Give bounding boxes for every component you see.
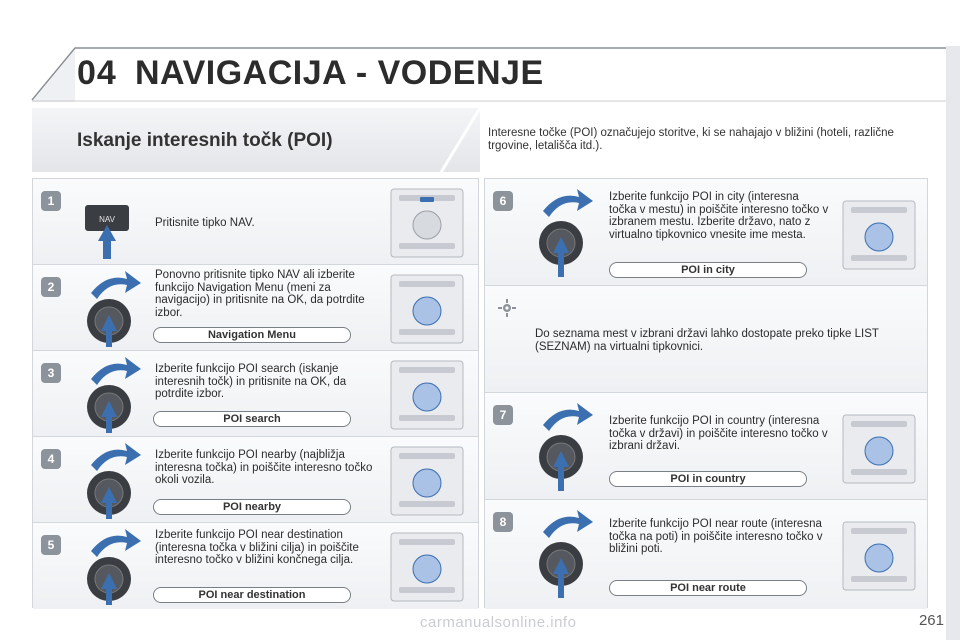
rotary-knob-icon (533, 401, 595, 493)
tip-text: Do seznama mest v izbrani državi lahko dostopate preko tipke LIST (SEZNAM) na virtualni tipkovnici. (535, 328, 879, 353)
page-edge-strip (946, 46, 960, 640)
step-2 (33, 265, 478, 351)
menu-label-pill: POI nearby (153, 499, 351, 515)
step-text: Izberite funkcijo POI in city (interesna točka v mestu) in poiščite interesno točko v izbranem mestu. Izberite državo, nato z virtualno tipkovnico vnesite ime mesta. (609, 191, 829, 241)
rotary-knob-icon (533, 508, 595, 600)
step-7 (485, 393, 927, 500)
step-text: Ponovno pritisnite tipko NAV ali izberite funkcijo Navigation Menu (meni za navigacijo) in pritisnite na OK, da potrdite izbor. (155, 269, 365, 319)
step-number-badge: 7 (493, 405, 513, 425)
radio-unit-icon (841, 413, 917, 485)
menu-label-pill: POI near route (609, 580, 807, 596)
step-text: Pritisnite tipko NAV. (155, 217, 255, 229)
rotary-knob-icon (533, 187, 595, 279)
chapter-number: 04 (77, 54, 117, 92)
step-number-badge: 2 (41, 277, 61, 297)
rotary-knob-icon (81, 441, 143, 521)
radio-unit-icon (841, 520, 917, 592)
step-4 (33, 437, 478, 523)
radio-unit-icon (389, 187, 465, 259)
step-1 (33, 179, 478, 265)
step-number-badge: 5 (41, 535, 61, 555)
section-bar-slant (440, 108, 490, 174)
tip-gear-icon (497, 298, 517, 318)
section-title: Iskanje interesnih točk (POI) (77, 130, 333, 151)
step-8 (485, 500, 927, 609)
step-text: Izberite funkcijo POI near route (interesna točka na poti) in poiščite interesno točko v bližini poti. (609, 518, 823, 555)
page-number: 261 (918, 612, 944, 629)
step-3 (33, 351, 478, 437)
step-number-badge: 4 (41, 449, 61, 469)
step-number-badge: 8 (493, 512, 513, 532)
rotary-knob-icon (81, 527, 143, 607)
intro-text: Interesne točke (POI) označujejo storitve, ki se nahajajo v bližini (hoteli, različne trgovine, letališča itd.). (488, 127, 894, 152)
radio-unit-icon (841, 199, 917, 271)
chapter-title: NAVIGACIJA - VODENJE (135, 54, 544, 92)
radio-unit-icon (389, 445, 465, 517)
rotary-knob-icon (81, 355, 143, 435)
tip-note (485, 286, 927, 393)
step-6 (485, 179, 927, 286)
step-text: Izberite funkcijo POI search (iskanje interesnih točk) in pritisnite na OK, da potrdite izbor. (155, 363, 347, 400)
radio-unit-icon (389, 273, 465, 345)
step-text: Izberite funkcijo POI nearby (najbližja interesna točka) in poiščite interesno točko okoli vozila. (155, 449, 373, 486)
menu-label-pill: POI in country (609, 471, 807, 487)
step-number-badge: 1 (41, 191, 61, 211)
step-5 (33, 523, 478, 609)
menu-label-pill: POI near destination (153, 587, 351, 603)
step-number-badge: 3 (41, 363, 61, 383)
rotary-knob-icon (81, 269, 143, 349)
chapter-header (0, 0, 960, 110)
step-text: Izberite funkcijo POI near destination (interesna točka v bližini cilja) in poiščite interesno točko v bližini končnega cilja. (155, 529, 359, 566)
radio-unit-icon (389, 531, 465, 603)
steps-right-column (484, 178, 928, 608)
nav-key-label: NAV (99, 215, 115, 224)
radio-unit-icon (389, 359, 465, 431)
menu-label-pill: Navigation Menu (153, 327, 351, 343)
steps-left-column (32, 178, 479, 608)
step-text: Izberite funkcijo POI in country (interesna točka v državi) in poiščite interesno točko v izbrani državi. (609, 415, 828, 452)
step-number-badge: 6 (493, 191, 513, 211)
menu-label-pill: POI search (153, 411, 351, 427)
nav-key-icon (81, 199, 137, 261)
menu-label-pill: POI in city (609, 262, 807, 278)
footer-watermark: carmanualsonline.info (420, 614, 577, 631)
